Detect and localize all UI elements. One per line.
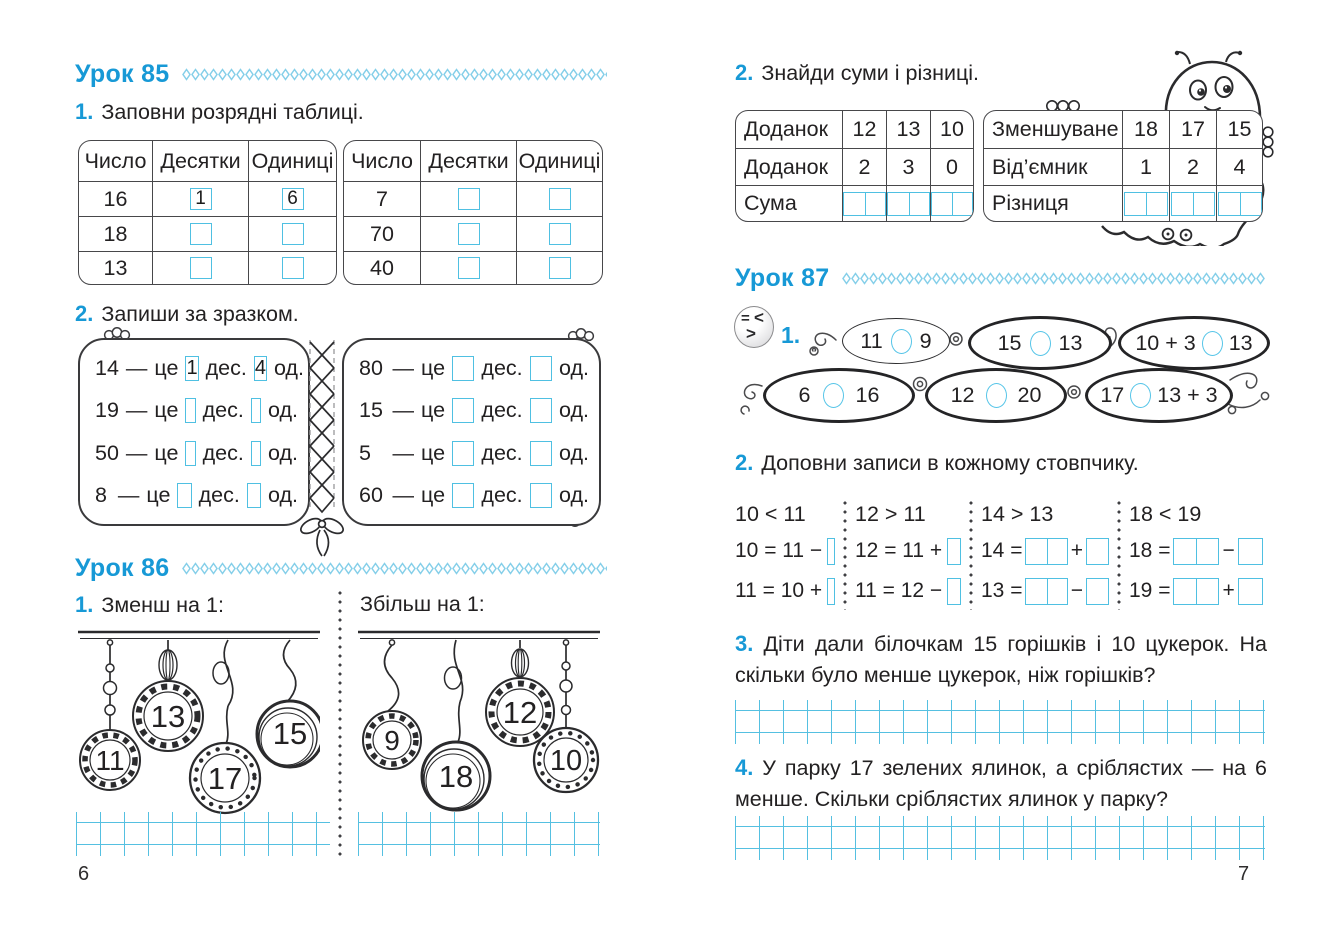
label-od: од. [267, 482, 298, 507]
table-cell [1169, 185, 1216, 221]
answer-box[interactable] [282, 223, 304, 245]
answer-box[interactable] [827, 578, 835, 605]
ornament-number: 9 [384, 725, 400, 756]
row-number: 15 [359, 398, 383, 423]
compare-right: 13 [1228, 330, 1253, 355]
comparison-circle[interactable] [823, 383, 844, 408]
table-cell: 2 [842, 148, 886, 185]
answer-box[interactable] [452, 483, 474, 508]
answer-box-double[interactable] [1173, 578, 1219, 605]
answer-box[interactable] [452, 356, 474, 381]
table-cell: 1 [1122, 148, 1169, 185]
task-text: Запиши за зразком. [101, 302, 299, 326]
table-cell [152, 181, 248, 216]
table-cell: 12 [842, 111, 886, 148]
compare-right: 16 [855, 383, 880, 407]
compare-left: 17 [1100, 383, 1125, 407]
place-value-table-2 [343, 140, 603, 285]
writing-grid[interactable] [735, 816, 1265, 860]
inequality: 18 < 19 [1129, 502, 1202, 526]
table-cell [516, 251, 602, 284]
sample-row [95, 483, 298, 508]
answer-box-double[interactable] [843, 192, 886, 216]
table-cell: 2 [1169, 148, 1216, 185]
dash: — [125, 356, 148, 380]
ornament-number: 12 [502, 695, 538, 730]
answer-box[interactable] [190, 257, 212, 279]
dash: — [392, 440, 415, 465]
task-1-line [75, 99, 364, 125]
table-cell [420, 251, 516, 284]
equals-sign: = [741, 310, 750, 327]
task-text: Знайди суми і різниці. [761, 61, 980, 85]
table-label: Сума [736, 185, 842, 221]
task-number: 4. [735, 755, 754, 780]
answer-box[interactable] [827, 538, 835, 565]
ornament-number: 17 [207, 761, 243, 796]
answer-box[interactable] [251, 398, 261, 423]
writing-grid[interactable] [735, 700, 1265, 744]
comparison-oval [842, 318, 950, 364]
sums-task-line [735, 60, 979, 86]
row-number: 19 [95, 398, 119, 423]
table-cell [1122, 185, 1169, 221]
chain-decoration-icon [182, 68, 607, 81]
comparison-circle[interactable] [1030, 331, 1051, 356]
lesson-87-header [735, 264, 1265, 292]
dash: — [125, 440, 148, 465]
compare-right: 13 [1058, 330, 1083, 355]
row-number: 5 [359, 440, 371, 465]
answer-box-double[interactable] [1025, 578, 1067, 605]
comparison-oval [763, 368, 915, 423]
label-tse: це [421, 356, 446, 380]
lesson-85-header [75, 60, 607, 88]
answer-box[interactable]: 1 [190, 188, 212, 210]
table-cell [516, 216, 602, 251]
task-text: Доповни записи в кожному стовпчику. [761, 451, 1139, 475]
table-cell [248, 216, 336, 251]
table-cell [420, 181, 516, 216]
swirl-decoration-icon [1226, 366, 1272, 416]
word-problem-3 [735, 628, 1267, 691]
table-header-cell: Десятки [420, 141, 516, 181]
row-number: 8 [95, 482, 107, 507]
answer-box-double[interactable] [1218, 192, 1262, 216]
ornament-number: 13 [150, 699, 186, 734]
table-cell: 7 [344, 181, 420, 216]
label-des: дес. [202, 440, 244, 465]
answer-box[interactable] [530, 398, 552, 423]
swirl-decoration-icon [806, 318, 840, 358]
table-cell: 0 [930, 148, 973, 185]
table-cell: 4 [1216, 148, 1262, 185]
table-cell [152, 216, 248, 251]
label-tse: це [154, 398, 179, 423]
table-cell: 13 [79, 251, 152, 284]
comparison-oval [968, 316, 1112, 370]
answer-box[interactable] [530, 356, 552, 381]
answer-box[interactable] [185, 441, 195, 466]
page-number: 6 [78, 863, 90, 885]
answer-box[interactable] [458, 188, 480, 210]
answer-box[interactable]: 6 [282, 188, 304, 210]
comparison-circle[interactable] [891, 329, 912, 354]
sample-row [95, 398, 298, 423]
compare-right: 9 [919, 328, 932, 353]
answer-box[interactable] [458, 257, 480, 279]
table-cell [842, 185, 886, 221]
ornaments-increase [356, 620, 600, 818]
answer-box[interactable] [530, 483, 552, 508]
chain-decoration-icon [842, 272, 1265, 285]
comparison-circle[interactable] [1202, 331, 1223, 356]
table-cell: 40 [344, 251, 420, 284]
task-text: Збільш на 1: [360, 592, 485, 616]
answer-box[interactable] [190, 223, 212, 245]
row-number: 60 [359, 482, 383, 507]
answer-box[interactable] [1238, 538, 1263, 565]
dotted-separator [969, 500, 973, 610]
table-cell [248, 181, 336, 216]
label-des: дес. [205, 356, 247, 380]
answer-box[interactable] [549, 257, 571, 279]
table-cell: 15 [1216, 111, 1262, 148]
label-od: од. [558, 356, 589, 380]
equation-columns [735, 498, 1267, 611]
answer-box-double[interactable] [1171, 192, 1215, 216]
label-des: дес. [481, 440, 523, 465]
page-number: 7 [1238, 863, 1250, 885]
subtraction-table [983, 110, 1263, 222]
comparison-signs-icon [734, 306, 774, 348]
equation-column [981, 498, 1109, 611]
task-number: 1. [781, 322, 801, 348]
task-text: У парку 17 зелених ялинок, а сріблястих — на 6 менше. Скільки сріблястих ялинок у парку? [735, 756, 1268, 811]
answer-box[interactable] [1086, 538, 1109, 565]
table-cell [516, 181, 602, 216]
answer-box[interactable] [549, 223, 571, 245]
equation: 13 = − [981, 571, 1109, 611]
row-number: 50 [95, 440, 119, 465]
task-number: 3. [735, 631, 754, 656]
compare-left: 11 [860, 328, 883, 353]
answer-box[interactable] [1086, 578, 1109, 605]
table-cell: 3 [886, 148, 930, 185]
label-od: од. [273, 356, 304, 380]
answer-box[interactable] [549, 188, 571, 210]
lacing-decoration [298, 336, 346, 568]
writing-grid[interactable] [76, 812, 330, 856]
equation-column [855, 498, 961, 611]
ornament-number: 11 [95, 745, 125, 776]
lesson-title: Урок 86 [75, 553, 170, 582]
task-text: Діти дали білочкам 15 горішків і 10 цукерок. На скільки було менше цукерок, ніж горішків? [735, 632, 1267, 687]
decrease-label-line [75, 592, 224, 618]
compare-left: 12 [950, 383, 975, 407]
swirl-decoration-icon [738, 376, 766, 418]
writing-grid[interactable] [358, 812, 600, 856]
row-number: 14 [95, 356, 119, 380]
table-label: Доданок [736, 148, 842, 185]
answer-box[interactable] [185, 398, 195, 423]
label-tse: це [421, 440, 446, 465]
answer-box-double[interactable] [1173, 538, 1219, 565]
table-label: Від’ємник [984, 148, 1122, 185]
comparison-circle[interactable] [986, 383, 1007, 408]
columns-task-line [735, 450, 1139, 476]
label-des: дес. [202, 398, 244, 423]
table-cell: 16 [79, 181, 152, 216]
equation: 12 = 11 + [855, 531, 961, 571]
task-text: Зменш на 1: [101, 593, 224, 617]
table-cell [248, 251, 336, 284]
compare-right: 13 + 3 [1157, 383, 1218, 407]
equation: 11 = 12 − [855, 571, 961, 611]
answer-box[interactable] [458, 223, 480, 245]
sample-panel-right [342, 338, 601, 526]
table-header-cell: Число [351, 148, 413, 173]
answer-box[interactable] [530, 441, 552, 466]
ornament-number: 18 [438, 759, 474, 794]
label-tse: це [154, 440, 179, 465]
dash: — [125, 398, 148, 423]
table-label: Доданок [744, 117, 829, 141]
table-header-cell: Десятки [152, 141, 248, 181]
row-number: 80 [359, 356, 383, 380]
table-cell: 17 [1169, 111, 1216, 148]
task-2-line [75, 301, 299, 327]
equation: 14 = + [981, 531, 1109, 571]
equation: 11 = 10 + [735, 571, 835, 611]
table-cell: 10 [930, 111, 973, 148]
dash: — [392, 356, 415, 380]
table-cell [1216, 185, 1262, 221]
task-number: 2. [735, 60, 754, 85]
sample-row [95, 441, 298, 466]
dotted-separator [843, 500, 847, 610]
task-number: 2. [735, 450, 754, 475]
sample-row [359, 483, 589, 508]
task-number: 1. [75, 99, 94, 124]
label-des: дес. [198, 482, 240, 507]
answer-box[interactable] [177, 483, 191, 508]
label-od: од. [558, 482, 589, 507]
label-des: дес. [481, 398, 523, 423]
table-cell [420, 216, 516, 251]
answer-box[interactable] [947, 578, 961, 605]
table-label: Зменшуване [992, 117, 1119, 141]
sample-panel-left [78, 338, 310, 526]
table-cell: 70 [344, 216, 420, 251]
dotted-separator [1117, 500, 1121, 610]
less-than-sign: < [754, 308, 764, 327]
equation: 10 = 11 − [735, 531, 835, 571]
answer-box[interactable] [452, 398, 474, 423]
table-label: Різниця [984, 185, 1122, 221]
label-tse: це [421, 482, 446, 507]
dotted-separator [338, 590, 342, 860]
sample-row [359, 398, 589, 423]
inequality: 14 > 13 [981, 502, 1054, 526]
dash: — [392, 398, 415, 423]
answer-box[interactable]: 4 [254, 357, 266, 379]
inequality: 12 > 11 [855, 502, 926, 526]
table-cell: 13 [886, 111, 930, 148]
equation: 19 = + [1129, 571, 1267, 611]
ornaments-decrease [78, 620, 320, 818]
task-number: 1. [75, 592, 94, 617]
answer-box[interactable] [251, 441, 261, 466]
place-value-table-1 [78, 140, 337, 285]
label-od: од. [267, 398, 298, 423]
label-tse: це [421, 398, 446, 423]
label-od: од. [558, 440, 589, 465]
table-header-cell: Одиниці [248, 141, 336, 181]
label-od: од. [558, 398, 589, 423]
lesson-title: Урок 87 [735, 263, 830, 292]
table-cell [930, 185, 973, 221]
table-cell [886, 185, 930, 221]
comparison-circle[interactable] [1130, 383, 1151, 408]
task-text: Заповни розрядні таблиці. [101, 100, 364, 124]
label-od: од. [267, 440, 298, 465]
answer-box[interactable] [1238, 578, 1263, 605]
sample-row [359, 441, 589, 466]
comparison-oval [1118, 316, 1270, 370]
compare-left: 10 + 3 [1135, 330, 1196, 355]
answer-box-double[interactable] [931, 192, 973, 216]
sample-row [95, 356, 304, 381]
label-tse: це [146, 482, 171, 507]
sample-row [359, 356, 589, 381]
equation-column [735, 498, 835, 611]
word-problem-4 [735, 752, 1267, 815]
comparison-oval [1085, 368, 1233, 423]
lesson-title: Урок 85 [75, 59, 170, 88]
table-cell: 18 [79, 216, 152, 251]
answer-box-double[interactable] [1124, 192, 1168, 216]
ornament-number: 15 [272, 716, 308, 751]
chain-decoration-icon [182, 562, 607, 575]
table-header-cell: Одиниці [516, 141, 602, 181]
answer-box-double[interactable] [887, 192, 930, 216]
inequality: 10 < 11 [735, 502, 806, 526]
addition-table [735, 110, 974, 222]
equation-column [1129, 498, 1267, 611]
compare-left: 6 [798, 383, 811, 407]
answer-box[interactable] [947, 538, 961, 565]
equation: 18 = − [1129, 531, 1267, 571]
increase-label-line [360, 592, 485, 617]
answer-box[interactable] [452, 441, 474, 466]
label-des: дес. [481, 482, 523, 507]
comparison-oval [925, 368, 1067, 423]
answer-box[interactable] [247, 483, 261, 508]
dash: — [117, 482, 140, 507]
answer-box-double[interactable] [1025, 538, 1067, 565]
dash: — [392, 482, 415, 507]
answer-box[interactable] [282, 257, 304, 279]
compare-left: 15 [997, 330, 1022, 355]
answer-box[interactable]: 1 [186, 357, 198, 379]
label-des: дес. [481, 356, 523, 380]
greater-than-sign: > [746, 324, 756, 343]
table-header-cell: Число [84, 148, 147, 173]
task-number: 2. [75, 301, 94, 326]
table-cell [152, 251, 248, 284]
table-cell: 18 [1122, 111, 1169, 148]
label-tse: це [154, 356, 179, 380]
ornament-number: 10 [549, 745, 583, 777]
compare-right: 20 [1017, 383, 1042, 407]
